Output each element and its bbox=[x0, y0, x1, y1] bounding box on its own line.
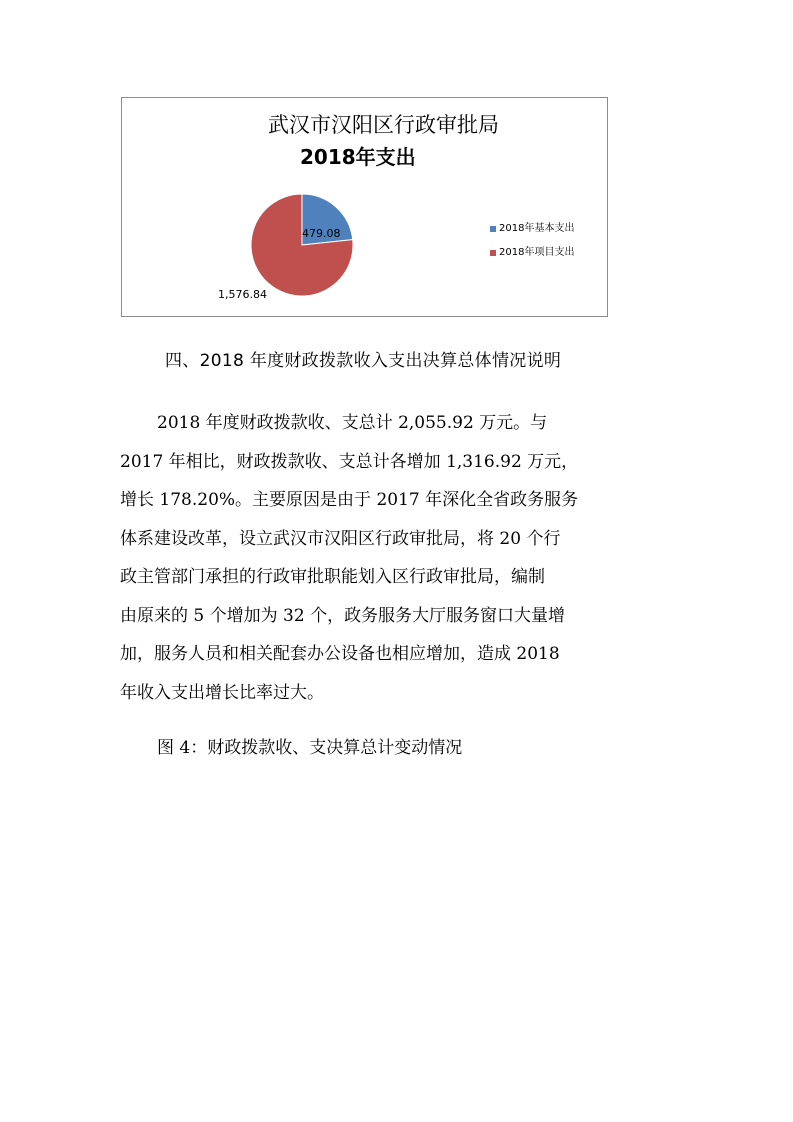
paragraph-line: 加，服务人员和相关配套办公设备也相应增加，造成 2018 bbox=[120, 644, 560, 664]
chart-title: 武汉市汉阳区行政审批局 bbox=[268, 113, 499, 137]
legend-swatch-project bbox=[490, 250, 496, 256]
chart-subtitle: 2018年支出 bbox=[300, 145, 416, 169]
chart-legend bbox=[490, 223, 574, 271]
pie-plot bbox=[122, 98, 607, 316]
legend-item-project bbox=[490, 247, 574, 259]
expenditure-pie-chart bbox=[121, 97, 608, 317]
legend-item-basic bbox=[490, 223, 574, 235]
paragraph-line: 2017 年相比，财政拨款收、支总计各增加 1,316.92 万元， bbox=[120, 451, 579, 472]
legend-label-project: 2018年项目支出 bbox=[499, 247, 575, 258]
section-heading: 四、2018 年度财政拨款收入支出决算总体情况说明 bbox=[165, 351, 562, 371]
figure-caption: 图 4：财政拨款收、支决算总计变动情况 bbox=[157, 738, 463, 758]
slice-label-project: 1,576.84 bbox=[218, 288, 267, 301]
legend-swatch-basic bbox=[490, 226, 496, 232]
paragraph-line: 政主管部门承担的行政审批职能划入区行政审批局，编制 bbox=[120, 567, 545, 587]
slice-label-basic: 479.08 bbox=[302, 227, 341, 240]
paragraph-line: 由原来的 5 个增加为 32 个，政务服务大厅服务窗口大量增 bbox=[120, 605, 566, 626]
paragraph-line: 体系建设改革，设立武汉市汉阳区行政审批局，将 20 个行 bbox=[120, 528, 561, 549]
paragraph-line: 增长 178.20%。主要原因是由于 2017 年深化全省政务服务 bbox=[120, 490, 579, 510]
body-paragraph bbox=[120, 404, 668, 712]
legend-label-basic: 2018年基本支出 bbox=[499, 223, 575, 234]
paragraph-line: 2018 年度财政拨款收、支总计 2,055.92 万元。与 bbox=[157, 413, 548, 433]
paragraph-line: 年收入支出增长比率过大。 bbox=[120, 682, 324, 703]
